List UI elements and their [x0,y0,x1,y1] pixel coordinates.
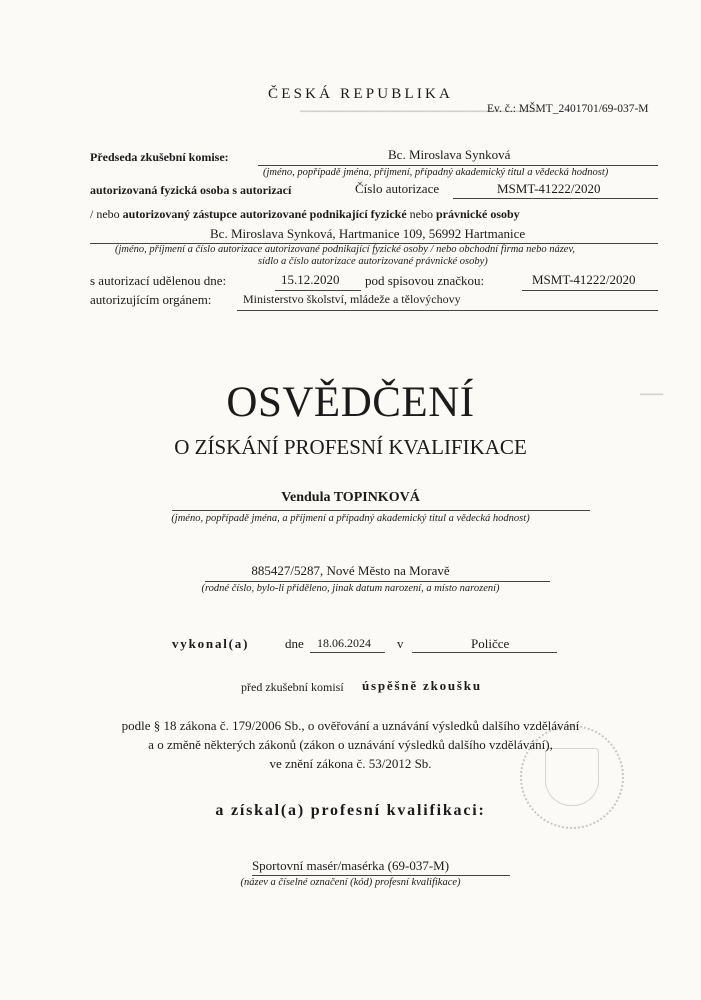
law-line-3: ve znění zákona č. 53/2012 Sb. [269,756,432,771]
chair-note: (jméno, popřípadě jména, příjmení, případný akademický titul a vědecká hodnost) [263,167,609,178]
granted-date: 15.12.2020 [281,272,340,287]
holder-name: Vendula TOPINKOVÁ [281,490,420,505]
authorization-number: MSMT-41222/2020 [497,181,601,196]
authorized-person-label: autorizovaná fyzická osoba s autorizací [90,183,292,197]
exam-place-underline [412,652,557,653]
show-through-text: ▔▔▔ [640,395,664,406]
certificate-subtitle: O ZÍSKÁNÍ PROFESNÍ KVALIFIKACE [174,435,527,459]
law-line-2: a o změně některých zákonů (zákon o uznávání výsledků dalšího vzdělávání), [148,737,553,752]
authorization-number-label: Číslo autorizace [355,181,440,196]
evidence-number: Ev. č.: MŠMT_2401701/69-037-M [487,103,649,115]
holder-birth-underline [205,581,550,582]
chair-name: Bc. Miroslava Synková [388,147,511,162]
granted-date-underline [275,290,361,291]
qualification-underline [252,875,510,876]
representative-note: (jméno, příjmení a číslo autorizace autorizované podnikající fyzické osoby / nebo obchodní firma nebo název, [115,244,575,255]
performed-label: vykonal(a) [172,636,250,651]
authorization-number-underline [453,198,658,199]
or-prefix: / nebo [90,207,120,221]
exam-date-underline [310,652,385,653]
qualification-heading: a získal(a) profesní kvalifikaci: [215,802,486,819]
exam-date-label: dne [285,636,304,651]
representative-label: autorizovaný zástupce autorizované podnikající fyzické [122,207,407,221]
holder-birth-note: (rodné číslo, bylo-li přiděleno, jinak datum narození, a místo narození) [201,583,500,594]
qualification-value: Sportovní masér/masérka (69-037-M) [251,858,450,873]
representative-note: sídlo a číslo autorizace autorizované právnické osoby) [258,256,488,267]
show-through-text: ▔▔▔▔▔▔▔▔▔▔▔▔▔▔▔▔▔▔▔▔▔▔▔▔▔▔▔▔▔▔▔ [300,112,539,123]
representative-line [90,207,520,222]
before-committee: před zkušební komisí [241,680,344,694]
granted-label: s autorizací udělenou dne: [90,273,227,288]
certificate-title: OSVĚDČENÍ [226,379,475,426]
file-mark-underline [522,290,658,291]
legal-person-label: právnické osoby [435,207,520,221]
exam-success: úspěšně zkoušku [362,678,482,693]
file-mark: MSMT-41222/2020 [532,272,636,287]
exam-place-label: v [397,636,404,651]
authority-label: autorizujícím orgánem: [90,292,212,307]
exam-place: Poličce [471,636,510,651]
country-heading: ČESKÁ REPUBLIKA [268,86,454,102]
law-line-1: podle § 18 zákona č. 179/2006 Sb., o ověřování a uznávání výsledků dalšího vzdělávání [121,718,580,733]
exam-date: 18.06.2024 [317,636,371,650]
holder-birth: 885427/5287, Nové Město na Moravě [251,563,450,578]
chair-label: Předseda zkušební komise: [90,150,229,164]
holder-name-note: (jméno, popřípadě jména, a příjmení a případný akademický titul a vědecká hodnost) [171,513,530,524]
authority-value: Ministerstvo školství, mládeže a tělovýchovy [243,292,461,306]
qualification-note: (název a číselné označení (kód) profesní kvalifikace) [240,877,461,888]
file-mark-label: pod spisovou značkou: [365,273,485,288]
chair-underline [258,165,658,166]
representative-value: Bc. Miroslava Synková, Hartmanice 109, 56992 Hartmanice [210,226,526,241]
holder-name-underline [172,510,590,511]
representative-or: nebo [409,207,433,221]
authority-underline [237,310,658,311]
